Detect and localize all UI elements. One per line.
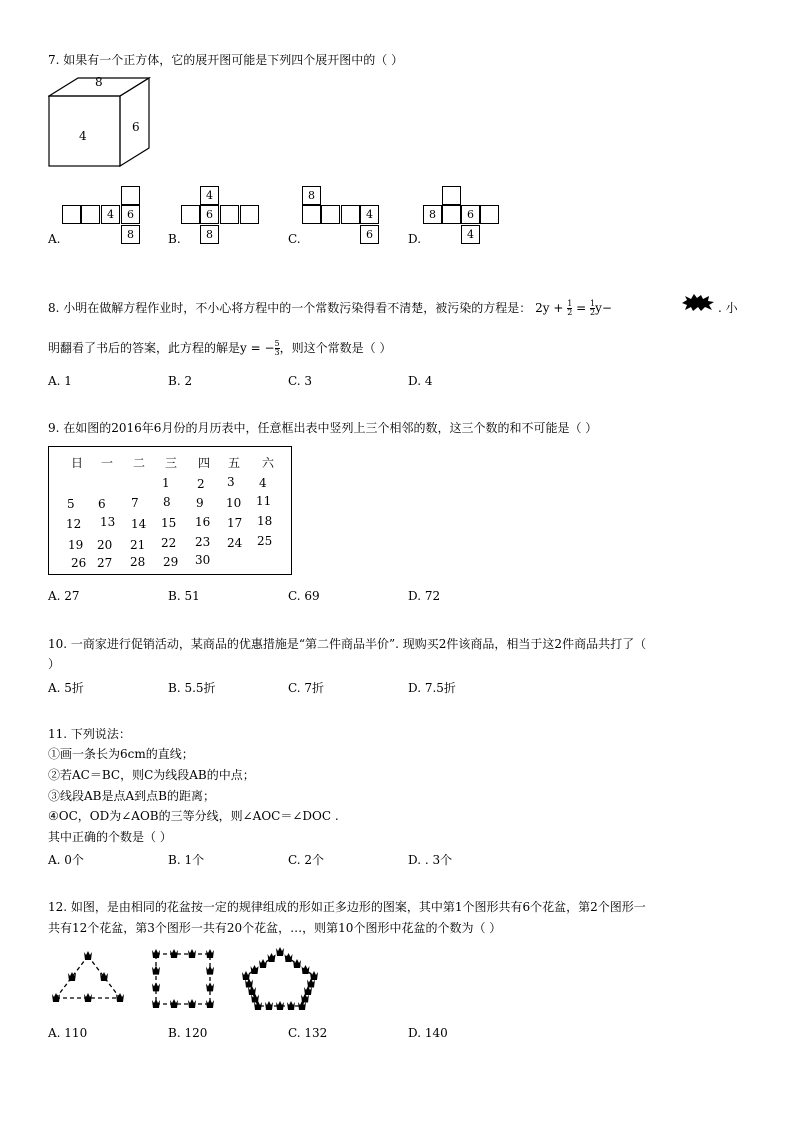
- calendar-day: 25: [257, 534, 273, 548]
- calendar-day: 3: [227, 475, 235, 489]
- calendar-day: 18: [257, 514, 273, 528]
- net-cell: 8: [121, 225, 140, 244]
- flowerpot-icon: [206, 999, 214, 1008]
- calendar-day: 30: [195, 553, 211, 567]
- numerator: 5: [274, 339, 280, 348]
- q12-option-c[interactable]: C. 132: [288, 1026, 328, 1040]
- net-cell: [81, 205, 100, 224]
- q9-stem: 9. 在如图的2016年6月份的月历表中，任意框出表中竖列上三个相邻的数，这三个数的和不可能是（ ）: [48, 421, 598, 435]
- flowerpot-icon: [206, 966, 214, 975]
- net-cell: [341, 205, 360, 224]
- flowerpot-icon: [170, 999, 178, 1008]
- eq-part: y = −: [240, 341, 275, 355]
- net-cell: 4: [360, 205, 379, 224]
- q9-option-d[interactable]: D. 72: [408, 589, 441, 603]
- calendar-day: 10: [226, 496, 242, 510]
- net-cell: 6: [121, 205, 140, 224]
- weekday-sun: 日: [71, 456, 84, 470]
- weekday-thu: 四: [198, 456, 211, 470]
- q11-statement-4: ④OC，OD为∠AOB的三等分线，则∠AOC＝∠DOC .: [48, 809, 339, 823]
- q12-option-b[interactable]: B. 120: [168, 1026, 208, 1040]
- denominator: 3: [274, 348, 280, 357]
- eq-part: 2y +: [535, 301, 564, 315]
- net-cell: [442, 186, 461, 205]
- flowerpot-icon: [52, 993, 60, 1002]
- q9-option-a[interactable]: A. 27: [48, 589, 80, 603]
- calendar-day: 9: [196, 496, 204, 510]
- calendar-day: 21: [130, 538, 146, 552]
- q11-ask: 其中正确的个数是（ ）: [48, 830, 172, 844]
- weekday-mon: 一: [101, 456, 114, 470]
- flowerpot-icon: [293, 959, 301, 968]
- flowerpot-triangle-figure: [48, 946, 128, 1008]
- calendar-day: 7: [131, 496, 139, 510]
- q10-line2: ）: [48, 657, 61, 671]
- weekday-sat: 六: [262, 456, 275, 470]
- q11-statement-2: ②若AC＝BC，则C为线段AB的中点；: [48, 768, 255, 782]
- option-c-label: C.: [288, 232, 301, 246]
- q8-line1: [48, 300, 612, 317]
- q11-statement-1: ①画一条长为6cm的直线；: [48, 747, 194, 761]
- calendar-day: 15: [161, 516, 177, 530]
- calendar-day: 20: [97, 538, 113, 552]
- calendar-day: 29: [163, 555, 179, 569]
- calendar-day: 26: [71, 556, 87, 570]
- denominator: 2: [590, 308, 596, 317]
- weekday-tue: 二: [133, 456, 146, 470]
- calendar-day: 11: [256, 494, 272, 508]
- q8-text: 明翻看了书后的答案，此方程的解是: [48, 341, 241, 355]
- calendar-day: 22: [161, 536, 177, 550]
- flowerpot-icon: [170, 949, 178, 958]
- q10-line1: 10. 一商家进行促销活动，某商品的优惠措施是“第二件商品半价”. 现购买2件该商品，相当于这2件商品共打了（: [48, 637, 647, 651]
- calendar-day: 8: [163, 495, 171, 509]
- numerator: 1: [567, 299, 573, 308]
- q10-option-c[interactable]: C. 7折: [288, 681, 325, 695]
- calendar-day: 12: [66, 517, 82, 531]
- flowerpot-icon: [287, 1001, 295, 1010]
- cube-top-number: 8: [95, 75, 103, 89]
- net-cell: 4: [101, 205, 120, 224]
- q8-line2: [48, 340, 391, 357]
- net-cell: 8: [302, 186, 321, 205]
- flowerpot-icon: [188, 999, 196, 1008]
- cube-front-number: 4: [79, 129, 87, 143]
- flowerpot-icon: [84, 951, 92, 960]
- flowerpot-pentagon-figure: [240, 946, 320, 1012]
- q8-option-a[interactable]: A. 1: [48, 374, 72, 388]
- q8-option-b[interactable]: B. 2: [168, 374, 193, 388]
- calendar-day: 14: [131, 517, 147, 531]
- flowerpot-icon: [188, 949, 196, 958]
- q11-statement-3: ③线段AB是点A到点B的距离；: [48, 789, 215, 803]
- net-cell: [62, 205, 81, 224]
- net-cell: 6: [461, 205, 480, 224]
- weekday-fri: 五: [228, 456, 241, 470]
- calendar-day: 16: [195, 515, 211, 529]
- flowerpot-icon: [276, 947, 284, 956]
- flowerpot-icon: [265, 1001, 273, 1010]
- net-cell: [480, 205, 499, 224]
- flowerpot-icon: [152, 949, 160, 958]
- q10-option-a[interactable]: A. 5折: [48, 681, 84, 695]
- eq-part: y−: [595, 301, 612, 315]
- net-cell: [220, 205, 239, 224]
- denominator: 2: [567, 308, 573, 317]
- q8-text: ，则这个常数是（ ）: [279, 341, 392, 355]
- option-b-label: B.: [168, 232, 181, 246]
- net-cell: 8: [200, 225, 219, 244]
- q10-option-b[interactable]: B. 5.5折: [168, 681, 216, 695]
- net-cell: 6: [200, 205, 219, 224]
- net-cell: 6: [360, 225, 379, 244]
- q12-option-a[interactable]: A. 110: [48, 1026, 88, 1040]
- flowerpot-icon: [152, 982, 160, 991]
- net-cell: [181, 205, 200, 224]
- flowerpot-icon: [276, 1001, 284, 1010]
- numerator: 1: [590, 299, 596, 308]
- net-cell: [321, 205, 340, 224]
- calendar-day: 2: [197, 477, 205, 491]
- flowerpot-icon: [84, 993, 92, 1002]
- flowerpot-icon: [302, 965, 310, 974]
- net-cell: [302, 205, 321, 224]
- calendar-day: 28: [130, 555, 146, 569]
- net-cell: [240, 205, 259, 224]
- q11-option-b[interactable]: B. 1个: [168, 853, 205, 867]
- q10-option-d[interactable]: D. 7.5折: [408, 681, 456, 695]
- net-cell: 8: [423, 205, 442, 224]
- q12-line2: 共有12个花盆，第3个图形一共有20个花盆，…，则第10个图形中花盆的个数为（ ）: [48, 921, 502, 935]
- q9-option-b[interactable]: B. 51: [168, 589, 200, 603]
- calendar-day: 27: [97, 556, 113, 570]
- q8-option-d[interactable]: D. 4: [408, 374, 433, 388]
- flowerpot-icon: [152, 966, 160, 975]
- calendar-day: 24: [227, 536, 243, 550]
- q8-equation: [535, 301, 612, 315]
- q9-option-c[interactable]: C. 69: [288, 589, 320, 603]
- q12-option-d[interactable]: D. 140: [408, 1026, 448, 1040]
- calendar-day: 23: [195, 535, 211, 549]
- q11-option-d[interactable]: D. . 3个: [408, 853, 453, 867]
- net-cell: [442, 205, 461, 224]
- net-cell: 4: [461, 225, 480, 244]
- weekday-wed: 三: [165, 456, 178, 470]
- ink-blot-icon: [680, 294, 716, 312]
- calendar-day: 17: [227, 516, 243, 530]
- net-cell: [121, 186, 140, 205]
- calendar-day: 5: [67, 497, 75, 511]
- option-a-label: A.: [48, 232, 61, 246]
- q12-line1: 12. 如图，是由相同的花盆按一定的规律组成的形如正多边形的图案，其中第1个图形共有6个花盆，第2个图形一: [48, 900, 646, 914]
- calendar-day: 4: [259, 476, 267, 490]
- flowerpot-icon: [206, 949, 214, 958]
- q8-text: 8. 小明在做解方程作业时，不小心将方程中的一个常数污染得看不清楚，被污染的方程是：: [48, 301, 532, 315]
- flowerpot-icon: [310, 971, 318, 980]
- flowerpot-square-figure: [148, 946, 218, 1012]
- option-d-label: D.: [408, 232, 422, 246]
- eq-part: =: [576, 301, 587, 315]
- calendar-day: 19: [68, 538, 84, 552]
- net-cell: 4: [200, 186, 219, 205]
- calendar-table: [48, 446, 292, 575]
- q11-stem: 11. 下列说法：: [48, 727, 131, 741]
- flowerpot-icon: [251, 965, 259, 974]
- flowerpot-icon: [242, 971, 250, 980]
- calendar-day: 1: [162, 476, 170, 490]
- cube-figure: [48, 76, 158, 168]
- q7-stem: 7. 如果有一个正方体，它的展开图可能是下列四个展开图中的（ ）: [48, 53, 404, 67]
- flowerpot-icon: [116, 993, 124, 1002]
- fraction-half: [567, 300, 572, 317]
- calendar-day: 6: [98, 497, 106, 511]
- flowerpot-icon: [206, 982, 214, 991]
- flowerpot-icon: [152, 999, 160, 1008]
- calendar-day: 13: [100, 515, 116, 529]
- flowerpot-icon: [268, 953, 276, 962]
- q8-line1-end: . 小: [718, 301, 738, 315]
- q11-option-a[interactable]: A. 0个: [48, 853, 84, 867]
- flowerpot-icon: [285, 953, 293, 962]
- flowerpot-icon: [259, 959, 267, 968]
- q11-option-c[interactable]: C. 2个: [288, 853, 325, 867]
- q8-option-c[interactable]: C. 3: [288, 374, 313, 388]
- cube-right-number: 6: [132, 120, 140, 134]
